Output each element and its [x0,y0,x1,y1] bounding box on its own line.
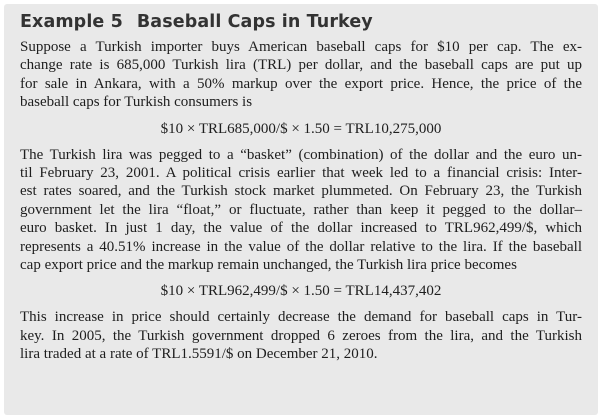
paragraph-3 [20,308,582,363]
paragraph-1 [20,38,582,112]
paragraph-1-line: for sale in Ankara, with a 50% markup over the export price. Hence, the price of the [20,75,582,92]
example-number: Example 5 [20,12,123,32]
paragraph-3-line: lira traded at a rate of TRL1.5591/$ on December 21, 2010. [20,346,378,363]
equation-1: $10 × TRL685,000/$ × 1.50 = TRL10,275,000 [160,120,442,137]
example-box [4,4,598,415]
paragraph-2-line: government let the lira “float,” or fluctuate, rather than keep it pegged to the dollar– [20,201,582,218]
equation-2: $10 × TRL962,499/$ × 1.50 = TRL14,437,402 [160,283,442,300]
paragraph-2-line: The Turkish lira was pegged to a “basket” (combination) of the dollar and the euro un- [20,146,582,163]
paragraph-2 [20,146,582,275]
paragraph-2-line: cap export price and the markup remain unchanged, the Turkish lira price becomes [20,257,517,274]
paragraph-2-line: til February 23, 2001. A political crisis earlier that week led to a financial crisis: Inter- [20,165,582,182]
paragraph-2-line: represents a 40.51% increase in the value of the dollar relative to the lira. If the baseball [20,238,582,255]
example-title: Baseball Caps in Turkey [136,12,373,32]
paragraph-1-line: baseball caps for Turkish consumers is [20,94,253,111]
paragraph-3-line: This increase in price should certainly decrease the demand for baseball caps in Tur- [20,309,582,326]
paragraph-1-line: change rate is 685,000 Turkish lira (TRL) per dollar, and the baseball caps are put up [20,57,582,74]
paragraph-2-line: euro basket. In just 1 day, the value of the dollar increased to TRL962,499/$, which [20,220,582,237]
paragraph-2-line: est rates soared, and the Turkish stock market plummeted. On February 23, the Turkish [20,183,582,200]
paragraph-3-line: key. In 2005, the Turkish government dropped 6 zeroes from the lira, and the Turkish [20,327,582,344]
paragraph-1-line: Suppose a Turkish importer buys American baseball caps for $10 per cap. The ex- [20,39,582,55]
example-heading [20,12,582,32]
